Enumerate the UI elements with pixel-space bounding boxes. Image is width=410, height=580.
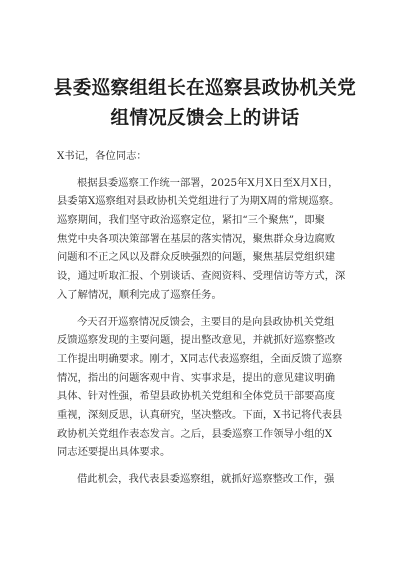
paragraph-line: 工作提出明确要求。刚才，X同志代表巡察组，全面反馈了巡察: [57, 352, 343, 365]
salutation: X书记，各位同志：: [57, 150, 147, 162]
paragraph-line: 问题和不正之风以及群众反映强烈的问题，聚焦基层党组织建: [57, 251, 336, 264]
paragraph-line: 设，通过听取汇报、个别谈话、查阅资料、受理信访等方式，深: [57, 270, 346, 283]
paragraph-line: 反馈巡察发现的主要问题，提出整改意见，并就抓好巡察整改: [57, 334, 336, 347]
title-line-1: 县委巡察组组长在巡察县政协机关党: [53, 78, 357, 99]
paragraph-line: 政协机关党组作表态发言。之后，县委巡察工作领导小组的X: [57, 427, 333, 440]
paragraph-line: 重视，深刻反思，认真研究，坚决整改。下面，X书记将代表县: [57, 408, 343, 421]
spacer: [57, 462, 353, 470]
paragraph-line: 情况，指出的问题客观中肯、实事求是，提出的意见建议明确: [57, 371, 336, 384]
paragraph-2: [57, 313, 353, 463]
paragraph-line: 同志还要提出具体要求。: [57, 446, 171, 459]
paragraph-line: 借此机会，我代表县委巡察组，就抓好巡察整改工作，强: [77, 473, 335, 485]
paragraph-line: 根据县委巡察工作统一部署，2025年X月X日至X月X日，: [77, 176, 339, 189]
paragraph-line: 具体、针对性强，希望县政协机关党组和全体党员干部要高度: [57, 390, 336, 403]
spacer: [57, 305, 353, 313]
paragraph-line: 县委第X巡察组对县政协机关党组进行了为期X周的常规巡察。: [57, 195, 340, 208]
paragraph-line: 巡察期间，我们坚守政治巡察定位，紧扣“三个聚焦”，即聚: [57, 214, 325, 227]
paragraph-1: [57, 174, 353, 305]
paragraph-3: [57, 470, 353, 489]
document-title: [40, 74, 370, 134]
paragraph-line: 今天召开巡察情况反馈会，主要目的是向县政协机关党组: [77, 315, 335, 328]
paragraph-line: 入了解情况，顺利完成了巡察任务。: [57, 288, 222, 301]
spacer: [57, 166, 353, 174]
document-body: [57, 147, 353, 489]
paragraph-line: 焦党中央各项决策部署在基层的落实情况，聚焦群众身边腐败: [57, 232, 336, 245]
title-line-2: 组情况反馈会上的讲话: [110, 108, 300, 129]
